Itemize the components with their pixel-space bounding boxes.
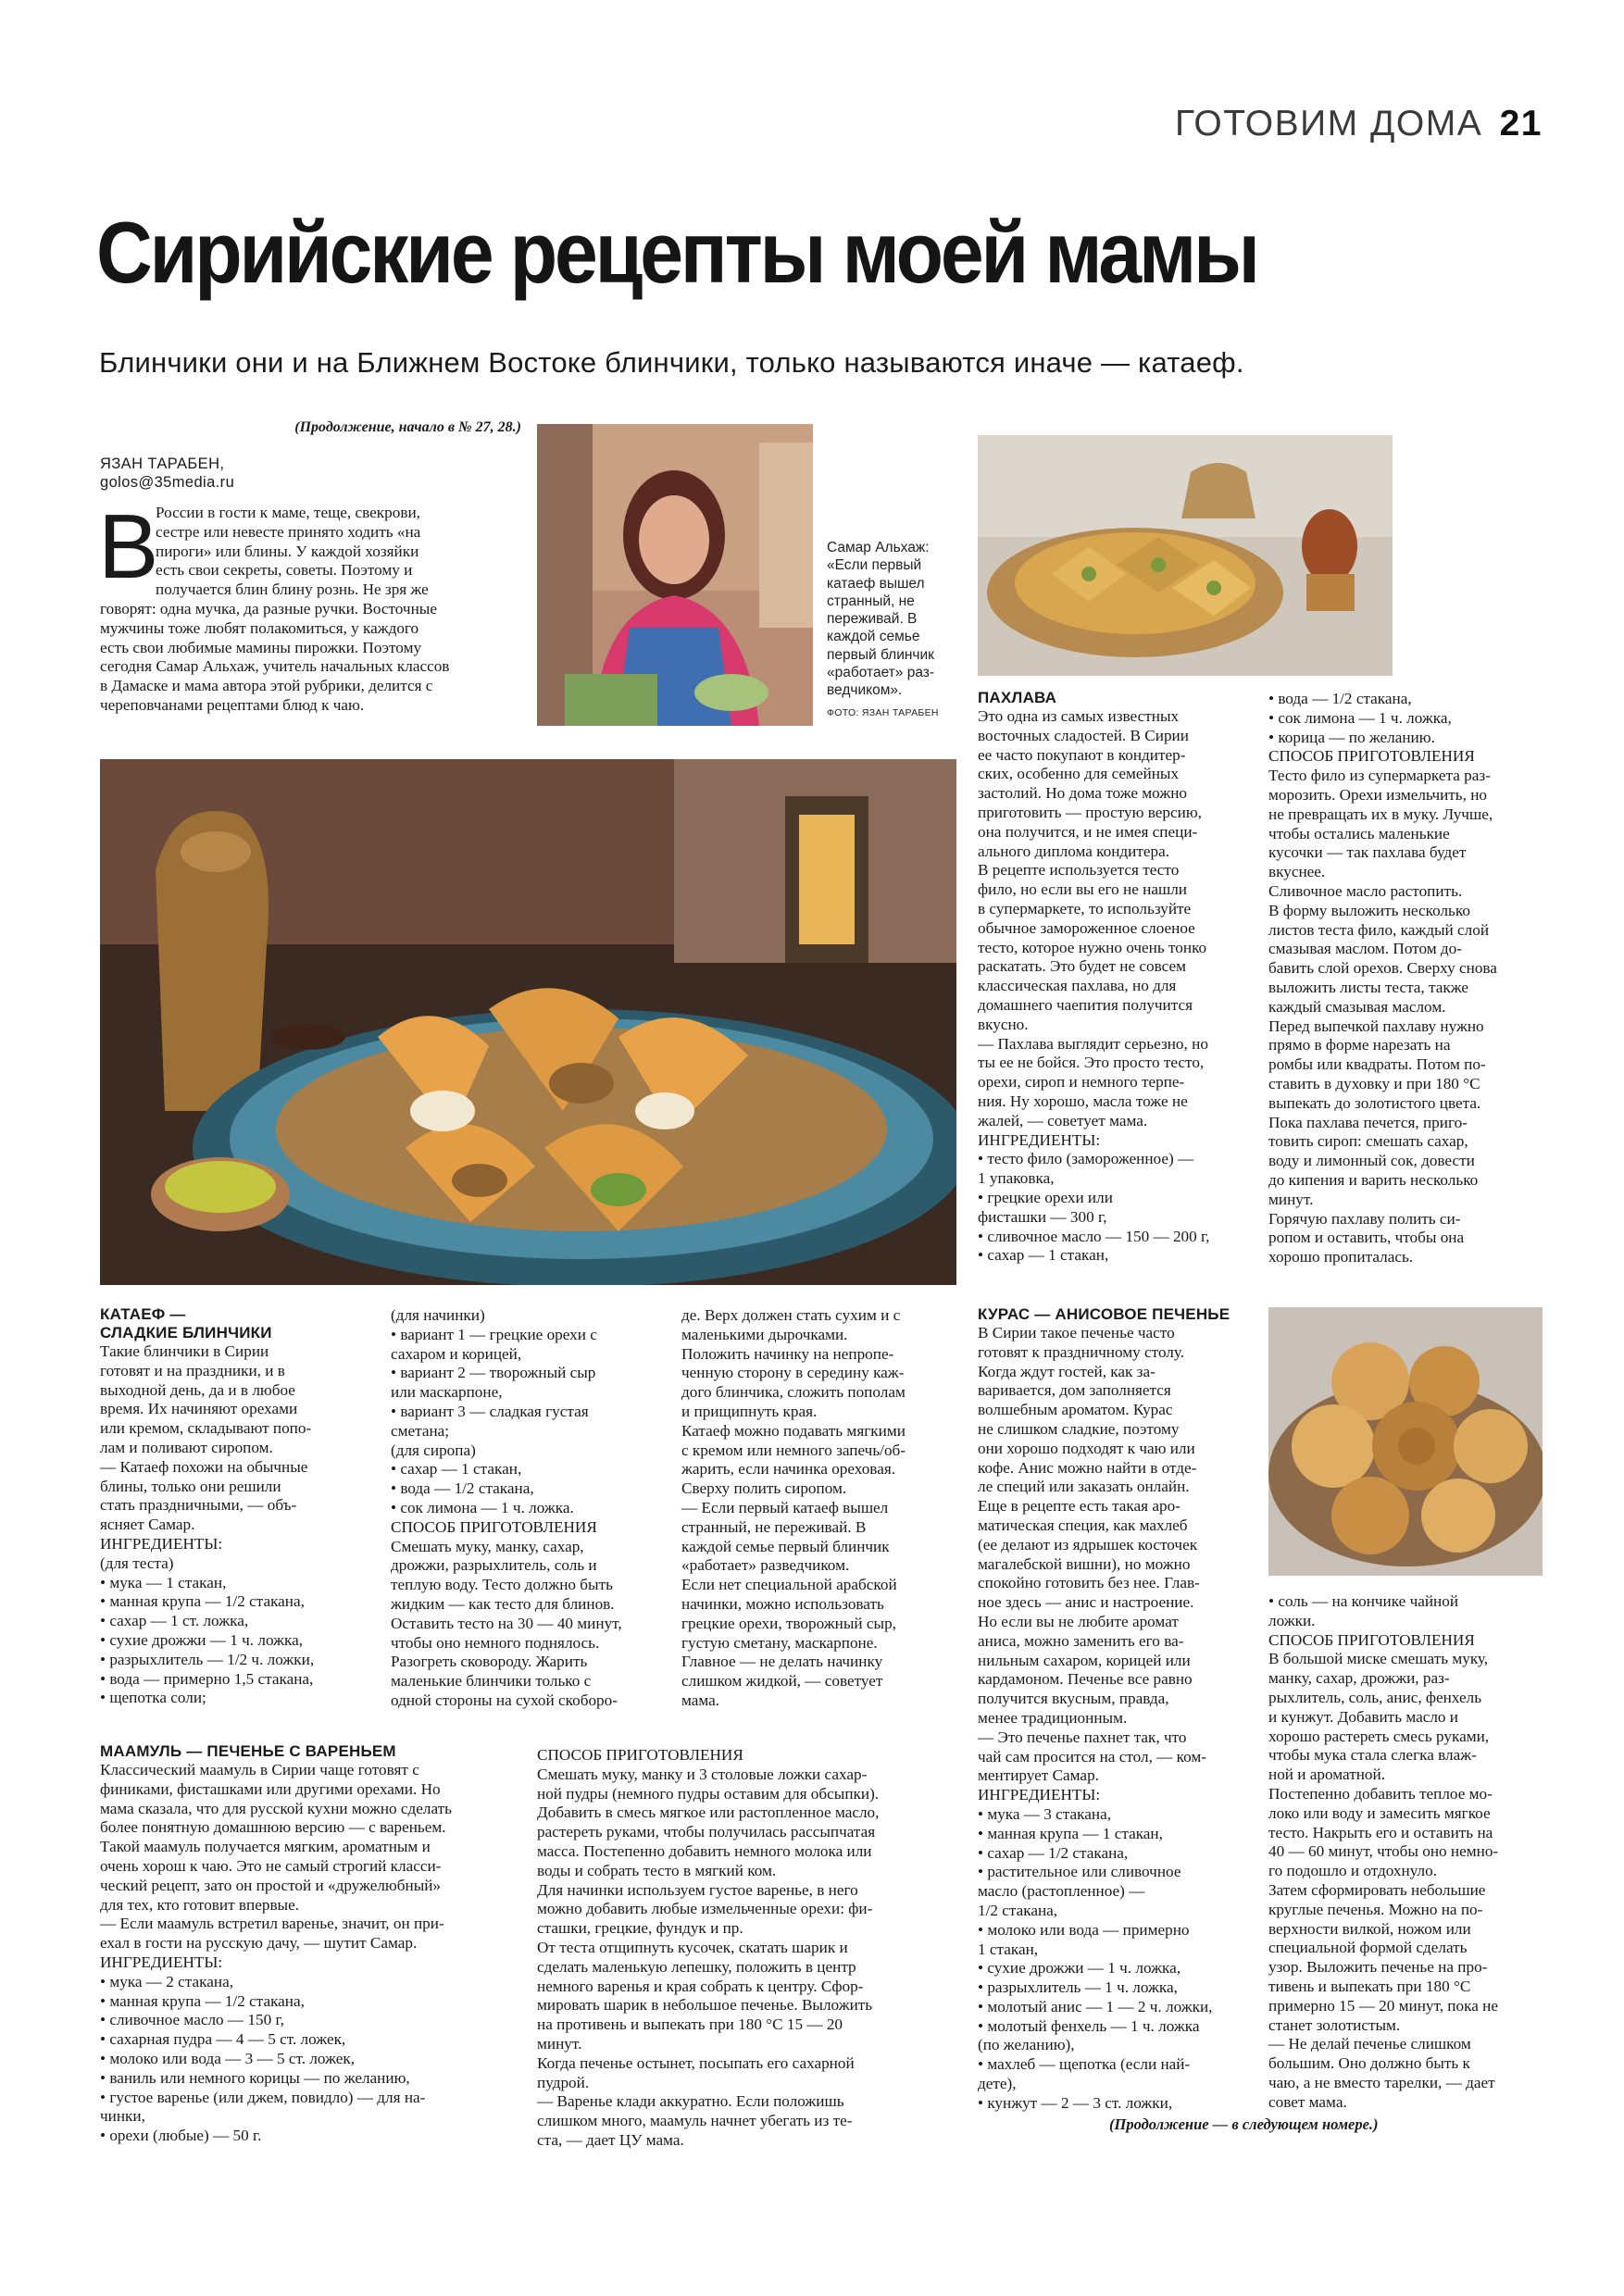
text-line: узор. Выложить печенье на про- — [1268, 1958, 1488, 1977]
text-line: получится вкусным, правда, — [978, 1690, 1169, 1708]
text-line: ИНГРЕДИЕНТЫ: — [100, 1534, 223, 1553]
caption-line: «работает» раз- — [827, 665, 935, 681]
text-line: • манная крупа — 1/2 стакана, — [100, 1991, 305, 2010]
text-line: — Это печенье пахнет так, что — [978, 1728, 1187, 1746]
portrait-photo — [537, 424, 813, 726]
text-line: выпекать до золотистого цвета. — [1268, 1093, 1481, 1112]
text-line: ставить в духовку и при 180 °С — [1268, 1074, 1480, 1092]
text-line: • молотый анис — 1 — 2 ч. ложки, — [978, 1997, 1213, 2015]
text-line: ских, особенно для семейных — [978, 765, 1180, 783]
text-line: минут. — [1268, 1190, 1314, 1208]
text-line: до кипения и варить несколько — [1268, 1170, 1479, 1189]
text-line: — Не делай печенье слишком — [1268, 2035, 1471, 2053]
text-line: тесто, которое нужно очень тонко — [978, 938, 1207, 956]
text-line: чтобы оно немного поднялось. — [391, 1633, 600, 1652]
text-line: вкусно. — [978, 1015, 1029, 1033]
caption-line: катаеф вышел — [827, 575, 925, 592]
text-line: От теста отщипнуть кусочек, скатать шарик и — [537, 1938, 848, 1956]
maamoul-col1 — [100, 1742, 526, 2146]
text-line: сметана; — [391, 1421, 450, 1440]
text-line: «работает» разведчиком. — [681, 1556, 850, 1575]
text-line: они хорошо подходят к чаю или — [978, 1439, 1195, 1457]
text-line: • мука — 3 стакана, — [978, 1804, 1111, 1823]
text-line: Перед выпечкой пахлаву нужно — [1268, 1017, 1484, 1035]
text-line: очень хорош к чаю. Это не самый строгий класси- — [100, 1856, 442, 1875]
text-line: кардамоном. Печенье все равно — [978, 1670, 1193, 1689]
text-line: дете), — [978, 2075, 1017, 2093]
text-line: приготовить — простую версию, — [978, 803, 1202, 821]
text-line: • корица — по желанию. — [1268, 728, 1435, 746]
text-line: В большой миске смешать муку, — [1268, 1650, 1489, 1668]
text-line: готовят к праздничному столу. — [978, 1342, 1185, 1361]
section-header — [1175, 104, 1543, 144]
text-line: ты ее не бойся. Это просто тесто, — [978, 1054, 1205, 1072]
text-line: • соль — на кончике чайной — [1268, 1592, 1459, 1610]
text-line: Пока пахлава печется, приго- — [1268, 1113, 1468, 1131]
text-line: СПОСОБ ПРИГОТОВЛЕНИЯ — [1268, 747, 1475, 766]
text-line: тивень и выпекать при 180 °С — [1268, 1977, 1471, 1995]
text-line: грецкие орехи, творожный сыр, — [681, 1614, 896, 1632]
intro-line: пироги» или блины. У каждой хозяйки — [156, 542, 419, 560]
text-line: • ваниль или немного корицы — по желанию, — [100, 2068, 410, 2087]
text-line: жидким — как тесто для блинов. — [391, 1594, 615, 1613]
text-line: ального диплома кондитера. — [978, 842, 1170, 860]
text-line: • разрыхлитель — 1/2 ч. ложки, — [100, 1650, 315, 1668]
text-line: • мука — 1 стакан, — [100, 1573, 227, 1591]
author-email: golos@35media.ru — [100, 474, 235, 492]
text-line: фило, но если вы его не нашли — [978, 880, 1188, 899]
text-line: мама. — [681, 1691, 720, 1709]
text-line: кофе. Анис можно найти в отде- — [978, 1458, 1197, 1477]
text-line: хорошо растереть смесь руками, — [1268, 1727, 1490, 1745]
text-line: матическая специя, как махлеб — [978, 1516, 1188, 1534]
text-line: • молоко или вода — примерно — [978, 1920, 1190, 1939]
text-line: лам и поливают сиропом. — [100, 1438, 273, 1456]
text-line: • сливочное масло — 150 — 200 г, — [978, 1227, 1210, 1245]
text-line: можно добавить любые измельченные орехи: фи- — [537, 1900, 873, 1918]
text-line: воды и собрать тесто в мягкий ком. — [537, 1861, 777, 1879]
text-line: странный, не переживай. В — [681, 1517, 867, 1536]
text-line: фисташки — 300 г, — [978, 1207, 1107, 1226]
text-line: аниса, можно заменить его ва- — [978, 1631, 1184, 1650]
text-line: Такие блинчики в Сирии — [100, 1342, 269, 1360]
text-line: • манная крупа — 1 стакан, — [978, 1824, 1163, 1842]
text-line: мама сказала, что для русской кухни можно сделать — [100, 1799, 453, 1817]
text-line: немного варенья и края собрать к центру. Сфор- — [537, 1977, 864, 1995]
text-line: • сахар — 1/2 стакана, — [978, 1843, 1129, 1862]
text-line: листов теста фило, каждый слой — [1268, 920, 1490, 939]
text-line: СПОСОБ ПРИГОТОВЛЕНИЯ — [537, 1746, 743, 1764]
text-line: готовят и на праздники, и в — [100, 1361, 285, 1379]
text-line: • сок лимона — 1 ч. ложка, — [1268, 708, 1452, 727]
text-line: 1 упаковка, — [978, 1169, 1055, 1188]
text-line: сделать маленькую лепешку, положить в центр — [537, 1957, 856, 1976]
text-line: — Если маамуль встретил варенье, значит, он при- — [100, 1915, 444, 1933]
text-line: Разогреть сковороду. Жарить — [391, 1653, 588, 1671]
pakhlava-col2-body — [1268, 690, 1551, 1267]
text-line: время. Их начиняют орехами — [100, 1400, 298, 1418]
article-lead: Блинчики они и на Ближнем Востоке блинчики, только называются иначе — катаеф. — [99, 346, 1244, 379]
text-line: морозить. Орехи измельчить, но — [1268, 785, 1488, 804]
text-line: совет мама. — [1268, 2092, 1347, 2111]
text-line: • вариант 1 — грецкие орехи с — [391, 1325, 597, 1343]
text-line: ное здесь — анис и настроение. — [978, 1593, 1194, 1612]
kuras-col1 — [978, 1305, 1242, 2114]
text-line: Для начинки используем густое варенье, в него — [537, 1880, 858, 1899]
text-line: верхности вилкой, ножом или — [1268, 1919, 1471, 1938]
text-line: • мука — 2 стакана, — [100, 1972, 233, 1990]
text-line: • сахар — 1 стакан, — [978, 1246, 1109, 1265]
text-line: пудрой. — [537, 2073, 590, 2091]
intro-line: есть свои любимые мамины пирожки. Поэтому — [100, 638, 422, 656]
text-line: ной пудры (немного пудры оставим для обсыпки). — [537, 1784, 880, 1803]
text-line: мировать шарик в небольшое печенье. Выложить — [537, 1996, 873, 2015]
kataef-col2 — [391, 1306, 668, 1711]
text-line: Такой маамуль получается мягким, ароматным и — [100, 1838, 431, 1856]
text-line: на противень и выпекать при 180 °С 15 — 20 — [537, 2015, 843, 2034]
text-line: ехал в гости на русскую дачу, — шутит Самар. — [100, 1934, 418, 1953]
text-line: финиками, фисташками или другими орехами. Но — [100, 1779, 441, 1798]
text-line: восточных сладостей. В Сирии — [978, 726, 1189, 744]
intro-block — [100, 418, 521, 716]
text-line: выходной день, да и в любое — [100, 1380, 295, 1399]
text-line: чтобы остались маленькие — [1268, 824, 1450, 842]
pakhlava-col1 — [978, 689, 1242, 1266]
text-line: слишком много, маамуль начнет убегать из те- — [537, 2112, 853, 2130]
text-line: • манная крупа — 1/2 стакана, — [100, 1592, 305, 1611]
text-line: растереть руками, чтобы получилась рассыпчатая — [537, 1823, 876, 1841]
text-line: 40 — 60 минут, чтобы оно немно- — [1268, 1842, 1499, 1861]
text-line: спокойно готовить без нее. Глав- — [978, 1574, 1200, 1592]
intro-line: сестре или невесте принято ходить «на — [156, 522, 421, 541]
maamoul-col2 — [537, 1746, 963, 2151]
text-line: или кремом, складывают попо- — [100, 1419, 312, 1438]
text-line: блины, только они решили — [100, 1477, 281, 1495]
text-line: дрожжи, разрыхлитель, соль и — [391, 1556, 597, 1575]
pakhlava-col2 — [1268, 690, 1551, 1267]
text-line: ясняет Самар. — [100, 1516, 195, 1534]
text-line: де. Верх должен стать сухим и с — [681, 1306, 901, 1324]
text-line: • сахар — 1 ст. ложка, — [100, 1612, 249, 1630]
text-line: ИНГРЕДИЕНТЫ: — [978, 1786, 1101, 1804]
text-line: густую сметану, маскарпоне. — [681, 1633, 878, 1652]
text-line: — Пахлава выглядит серьезно, но — [978, 1034, 1208, 1053]
text-line: ной и ароматной. — [1268, 1766, 1386, 1784]
kuras-col1-body — [978, 1324, 1242, 2114]
text-line: ложки. — [1268, 1611, 1316, 1629]
text-line: Сверху полить сиропом. — [681, 1479, 847, 1498]
text-line: воду и лимонный сок, довести — [1268, 1152, 1475, 1170]
text-line: Постепенно добавить теплое мо- — [1268, 1784, 1493, 1803]
text-line: (по желанию), — [978, 2036, 1075, 2054]
text-line: слишком жидкой, — советует — [681, 1672, 883, 1691]
intro-line: в Дамаске и мама автора этой рубрики, делится с — [100, 677, 433, 695]
text-line: го подошло и отдохнуло. — [1268, 1862, 1438, 1880]
text-line: ченную сторону в середину каж- — [681, 1364, 905, 1382]
text-line: СПОСОБ ПРИГОТОВЛЕНИЯ — [1268, 1630, 1475, 1649]
text-line: масло (растопленное) — — [978, 1882, 1145, 1901]
intro-line: получается блин блину рознь. Не зря же — [156, 580, 429, 599]
intro-line: мужчины тоже любят полакомиться, у каждого — [100, 618, 419, 637]
text-line: • разрыхлитель — 1 ч. ложка, — [978, 1978, 1178, 1997]
caption-line: каждой семье — [827, 629, 920, 645]
pakhlava-col1-body — [978, 707, 1242, 1266]
text-line: • сахар — 1 стакан, — [391, 1460, 522, 1479]
text-line: чай сам просится на стол, — ком- — [978, 1747, 1207, 1766]
text-line: Смешать муку, манку и 3 столовые ложки сахар- — [537, 1765, 868, 1783]
text-line: Главное — не делать начинку — [681, 1653, 883, 1671]
text-line: одной стороны на сухой скоборо- — [391, 1691, 618, 1709]
text-line: рыхлитель, соль, анис, фенхель — [1268, 1688, 1482, 1706]
text-line: • сливочное масло — 150 г, — [100, 2011, 284, 2029]
intro-line: сегодня Самар Альхаж, учитель начальных классов — [100, 657, 450, 676]
intro-wrap-lines — [156, 504, 521, 600]
author-name: ЯЗАН ТАРАБЕН, — [100, 455, 225, 472]
photo-credit: ФОТО: ЯЗАН ТАРАБЕН — [827, 706, 939, 718]
text-line: • орехи (любые) — 50 г. — [100, 2127, 262, 2145]
text-line: • сухие дрожжи — 1 ч. ложка, — [978, 1959, 1181, 1978]
text-line: (ее делают из ядрышек косточек — [978, 1535, 1198, 1554]
caption-line: переживай. В — [827, 611, 918, 628]
intro-line: есть свои секреты, советы. Поэтому и — [156, 561, 413, 580]
text-line: • сок лимона — 1 ч. ложка. — [391, 1498, 574, 1516]
text-line: чтобы мука стала слегка влаж- — [1268, 1746, 1477, 1765]
caption-line: ведчиком». — [827, 682, 903, 699]
text-line: с кремом или немного запечь/об- — [681, 1441, 906, 1459]
text-line: классическая пахлава, но для — [978, 977, 1177, 995]
text-line: хорошо пропиталась. — [1268, 1248, 1414, 1267]
section-name: ГОТОВИМ ДОМА — [1174, 104, 1483, 144]
pakhlava-title: ПАХЛАВА — [978, 689, 1057, 706]
text-line: Когда печенье остынет, посыпать его сахарной — [537, 2053, 855, 2072]
text-line: большим. Оно должно быть к — [1268, 2054, 1470, 2073]
maamoul-col2-body — [537, 1746, 963, 2151]
text-line: • вода — 1/2 стакана, — [391, 1479, 534, 1498]
text-line: ментирует Самар. — [978, 1766, 1099, 1785]
text-line: Добавить в смесь мягкое или растопленное масло, — [537, 1803, 880, 1822]
intro-line: говорят: одна мучка, да разные ручки. Восточные — [100, 599, 437, 618]
text-line: начинки, можно использовать — [681, 1594, 884, 1613]
qatayef-photo — [100, 759, 956, 1285]
text-line: застолий. Но дома тоже можно — [978, 784, 1187, 803]
text-line: смазывая маслом. Потом до- — [1268, 940, 1462, 958]
text-line: тесто. Накрыть его и оставить на — [1268, 1823, 1493, 1841]
text-line: Катаеф можно подавать мягкими — [681, 1421, 906, 1440]
text-line: ческий рецепт, зато он простой и «дружелюбный» — [100, 1876, 442, 1894]
text-line: В рецепте используется тесто — [978, 861, 1180, 880]
text-line: 1/2 стакана, — [978, 1901, 1058, 1919]
text-line: (для теста) — [100, 1554, 174, 1572]
text-line: Но если вы не любите аромат — [978, 1612, 1179, 1630]
text-line: Классический маамуль в Сирии чаще готовят с — [100, 1761, 419, 1778]
text-line: 1 стакан, — [978, 1940, 1039, 1958]
text-line: Смешать муку, манку, сахар, — [391, 1537, 584, 1555]
text-line: Положить начинку на непропе- — [681, 1344, 894, 1363]
kuras-col2-body — [1268, 1592, 1551, 2113]
text-line: товить сироп: смешать сахар, — [1268, 1132, 1468, 1151]
text-line: ния. Ну хорошо, масла тоже не — [978, 1092, 1188, 1110]
continued-next: (Продолжение — в следующем номере.) — [1109, 2115, 1379, 2133]
kataef-col1 — [100, 1305, 369, 1708]
text-line: • сахарная пудра — 4 — 5 ст. ложек, — [100, 2030, 346, 2049]
kataef-col3 — [681, 1306, 959, 1711]
text-line: прямо в форме нарезать на — [1268, 1036, 1451, 1054]
text-line: маленькими дырочками. — [681, 1325, 848, 1343]
caption-line: первый блинчик — [827, 646, 934, 663]
text-line: волшебным ароматом. Курас — [978, 1401, 1173, 1419]
kataef-col3-body — [681, 1306, 959, 1711]
text-line: Затем сформировать небольшие — [1268, 1880, 1486, 1899]
text-line: • вариант 2 — творожный сыр — [391, 1364, 596, 1382]
text-line: чинки, — [100, 2107, 145, 2126]
text-line: • грецкие орехи или — [978, 1188, 1113, 1206]
text-line: • молоко или вода — 3 — 5 ст. ложек, — [100, 2049, 355, 2067]
text-line: — Если первый катаеф вышел — [681, 1498, 889, 1516]
text-line: Горячую пахлаву полить си- — [1268, 1209, 1461, 1228]
text-line: • махлеб — щепотка (если най- — [978, 2055, 1191, 2074]
text-line: Когда ждут гостей, как за- — [978, 1362, 1156, 1380]
text-line: для тех, кто готовит впервые. — [100, 1895, 300, 1914]
text-line: орехи, сироп и немного терпе- — [978, 1073, 1185, 1092]
text-line: менее традиционным. — [978, 1708, 1128, 1727]
text-line: СПОСОБ ПРИГОТОВЛЕНИЯ — [391, 1517, 597, 1536]
text-line: • густое варенье (или джем, повидло) — для на- — [100, 2088, 426, 2106]
text-line: и кунжут. Добавить масло и — [1268, 1707, 1459, 1726]
text-line: более понятную домашнюю версию — с вареньем. — [100, 1818, 446, 1837]
text-line: примерно 15 — 20 минут, пока не — [1268, 1996, 1498, 2015]
text-line: • щепотка соли; — [100, 1689, 206, 1707]
text-line: ромбы или квадраты. Потом по- — [1268, 1055, 1486, 1074]
text-line: кусочки — так пахлава будет — [1268, 843, 1467, 862]
text-line: минут. — [537, 2034, 582, 2053]
caption-line: «Если первый — [827, 557, 922, 574]
text-line: или маскарпоне, — [391, 1383, 503, 1402]
text-line: Еще в рецепте есть такая аро- — [978, 1497, 1181, 1516]
text-line: в супермаркете, то используйте — [978, 899, 1192, 917]
text-line: теплую воду. Тесто должно быть — [391, 1576, 613, 1594]
kataef-title-1: КАТАЕФ — — [100, 1305, 186, 1323]
text-line: • вариант 3 — сладкая густая — [391, 1402, 589, 1420]
text-line: сташки, грецкие, фундук и пр. — [537, 1919, 743, 1938]
kataef-col2-body — [391, 1306, 668, 1711]
text-line: ее часто покупают в кондитер- — [978, 745, 1186, 764]
kataef-col1-body — [100, 1342, 369, 1708]
text-line: В форму выложить несколько — [1268, 901, 1470, 919]
text-line: раскатать. Это будет не совсем — [978, 957, 1186, 976]
text-line: маленькие блинчики только с — [391, 1672, 592, 1691]
text-line: дого блинчика, сложить пополам — [681, 1383, 906, 1402]
article-title: Сирийские рецепты моей мамы — [96, 204, 1257, 301]
maamoul-col1-body — [100, 1761, 526, 2146]
text-line: не превращать их в муку. Лучше, — [1268, 805, 1493, 823]
text-line: ропом и оставить, чтобы она — [1268, 1229, 1465, 1247]
text-line: • вода — примерно 1,5 стакана, — [100, 1669, 314, 1688]
cookies-photo — [1268, 1307, 1543, 1576]
text-line: • тесто фило (замороженное) — — [978, 1150, 1194, 1168]
intro-line: череповчанами рецептами блюд к чаю. — [100, 695, 365, 714]
text-line: ле специй или заказать онлайн. — [978, 1478, 1190, 1496]
text-line: локо или воду и замесить мягкое — [1268, 1803, 1491, 1822]
text-line: варивается, дом заполняется — [978, 1381, 1171, 1400]
text-line: ИНГРЕДИЕНТЫ: — [100, 1953, 223, 1971]
continued-note: (Продолжение, начало в № 27, 28.) — [294, 419, 521, 435]
text-line: ста, — дает ЦУ мама. — [537, 2130, 684, 2149]
text-line: выложить листы теста, также — [1268, 978, 1469, 996]
text-line: бавить слой орехов. Сверху снова — [1268, 959, 1497, 978]
text-line: каждый смазывая маслом. — [1268, 997, 1446, 1016]
text-line: стать праздничными, — объ- — [100, 1496, 297, 1515]
text-line: • молотый фенхель — 1 ч. ложка — [978, 2016, 1200, 2035]
text-line: Сливочное масло растопить. — [1268, 881, 1463, 900]
text-line: — Варенье клади аккуратно. Если положишь — [537, 2092, 844, 2111]
text-line: каждой семье первый блинчик — [681, 1537, 890, 1555]
text-line: Тесто фило из супермаркета раз- — [1268, 767, 1491, 785]
text-line: вкуснее. — [1268, 863, 1326, 881]
text-line: жалей, — советует мама. — [978, 1111, 1148, 1129]
text-line: обычное замороженное слоеное — [978, 918, 1195, 937]
baklava-photo — [978, 435, 1393, 676]
text-line: чаю, а не вместо тарелки, — дает — [1268, 2073, 1495, 2091]
text-line: ИНГРЕДИЕНТЫ: — [978, 1130, 1101, 1149]
text-line: специальной формой сделать — [1268, 1939, 1468, 1957]
kuras-title: КУРАС — АНИСОВОЕ ПЕЧЕНЬЕ — [978, 1305, 1230, 1323]
dropcap: В — [98, 494, 159, 597]
text-line: масса. Постепенно добавить немного молока или — [537, 1841, 872, 1860]
text-line: и прищипнуть края. — [681, 1402, 818, 1420]
portrait-caption — [827, 539, 956, 722]
caption-line: странный, не — [827, 593, 915, 609]
text-line: • растительное или сливочное — [978, 1863, 1181, 1881]
text-line: В Сирии такое печенье часто — [978, 1324, 1175, 1341]
maamoul-title: МААМУЛЬ — ПЕЧЕНЬЕ С ВАРЕНЬЕМ — [100, 1742, 396, 1760]
text-line: магалебской вишни), но можно — [978, 1554, 1191, 1573]
text-line: жарить, если начинка ореховая. — [681, 1460, 896, 1479]
text-line: сахаром и корицей, — [391, 1344, 522, 1363]
text-line: она получится, и не имея специ- — [978, 822, 1198, 841]
text-line: Оставить тесто на 30 — 40 минут, — [391, 1614, 622, 1632]
text-line: не слишком сладкие, поэтому — [978, 1419, 1180, 1438]
text-line: • кунжут — 2 — 3 ст. ложки, — [978, 2093, 1173, 2112]
text-line: домашнего чаепития получится — [978, 995, 1193, 1014]
text-line: — Катаеф похожи на обычные — [100, 1457, 308, 1476]
text-line: (для начинки) — [391, 1306, 485, 1324]
text-line: • сухие дрожжи — 1 ч. ложка, — [100, 1630, 304, 1649]
text-line: станет золотистым. — [1268, 2015, 1401, 2034]
intro-line: России в гости к маме, теще, свекрови, — [156, 503, 420, 521]
kuras-col2 — [1268, 1592, 1551, 2113]
text-line: Если нет специальной арабской — [681, 1576, 897, 1594]
text-line: Это одна из самых известных — [978, 707, 1180, 725]
text-line: • вода — 1/2 стакана, — [1268, 690, 1412, 707]
text-line: нильным сахаром, корицей или — [978, 1651, 1191, 1669]
page-number: 21 — [1499, 104, 1543, 144]
caption-line: Самар Альхаж: — [827, 540, 930, 555]
text-line: (для сиропа) — [391, 1441, 476, 1459]
text-line: манку, сахар, дрожжи, раз- — [1268, 1669, 1450, 1688]
kataef-title-2: СЛАДКИЕ БЛИНЧИКИ — [100, 1324, 272, 1341]
text-line: круглые печенья. Можно на по- — [1268, 1900, 1483, 1918]
